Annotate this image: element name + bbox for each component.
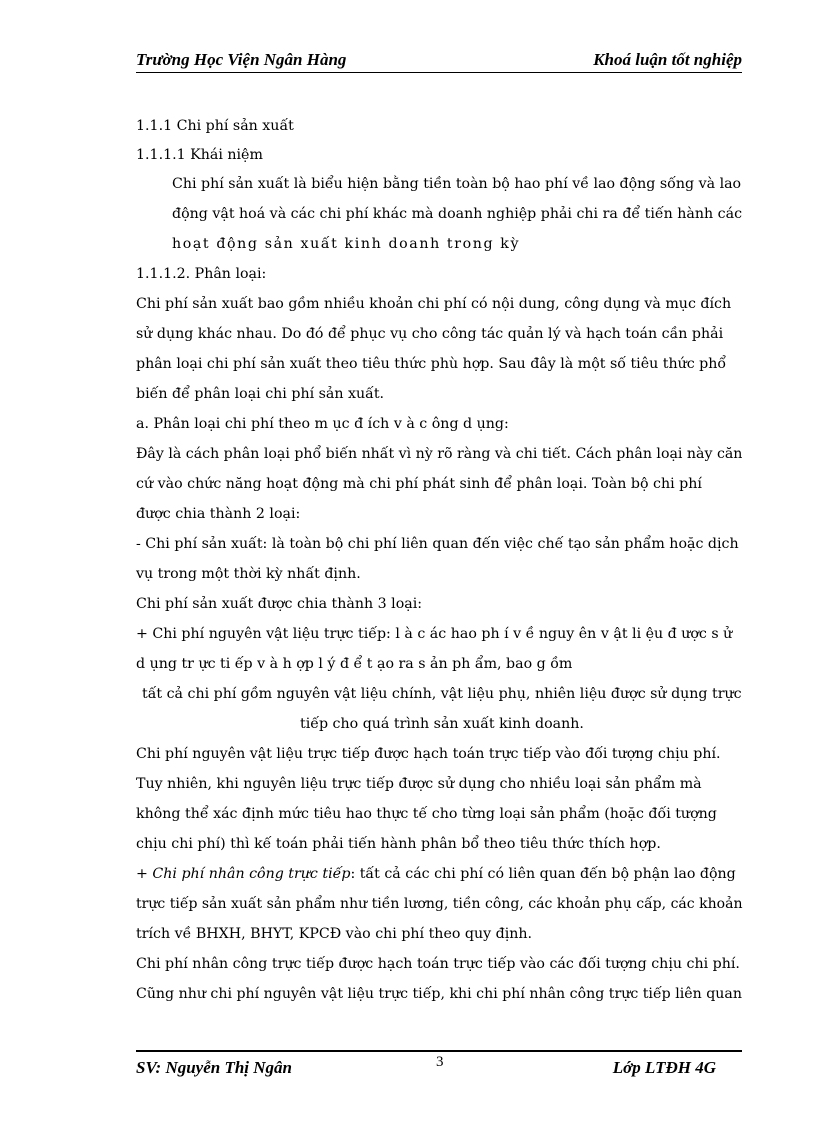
paragraph-line: - Chi phí sản xuất: là toàn bộ chi phí liên quan đến việc chế tạo sản phẩm hoặc dịch: [136, 536, 739, 552]
paragraph-line: biến để phân loại chi phí sản xuất.: [136, 386, 385, 402]
paragraph-line: tất cả chi phí gồm nguyên vật liệu chính, vật liệu phụ, nhiên liệu được sử dụng trực: [142, 686, 742, 702]
subheading-a: a. Phân loại chi phí theo m ục đ ích v à c ông d ụng:: [136, 416, 509, 432]
footer-student: SV: Nguyễn Thị Ngân: [136, 1058, 293, 1077]
paragraph-line: Chi phí sản xuất bao gồm nhiều khoản chi phí có nội dung, công dụng và mục đích: [136, 296, 732, 312]
footer-class: Lớp LTĐH 4G: [612, 1058, 716, 1077]
paragraph-line-labor: [136, 864, 736, 884]
paragraph-line: Chi phí sản xuất là biểu hiện bằng tiền toàn bộ hao phí về lao động sống và lao: [172, 176, 742, 192]
paragraph-line: sử dụng khác nhau. Do đó để phục vụ cho công tác quản lý và hạch toán cần phải: [136, 326, 724, 342]
labor-cost-term: Chi phí nhân công trực tiếp: [152, 866, 351, 882]
heading-1-1-1-1: 1.1.1.1 Khái niệm: [136, 147, 263, 163]
paragraph-line: Chi phí nhân công trực tiếp được hạch toán trực tiếp vào các đối tượng chịu chi phí.: [136, 956, 740, 972]
paragraph-line: hoạt động sản xuất kinh doanh trong kỳ: [172, 236, 521, 252]
paragraph-line: Cũng như chi phí nguyên vật liệu trực tiếp, khi chi phí nhân công trực tiếp liên quan: [136, 986, 742, 1002]
page-footer: [136, 1050, 742, 1082]
bullet-text: +: [136, 866, 153, 882]
labor-cost-definition: : tất cả các chi phí có liên quan đến bộ phận lao động: [350, 866, 736, 882]
paragraph-line: trích về BHXH, BHYT, KPCĐ vào chi phí theo quy định.: [136, 926, 533, 942]
paragraph-line: d ụng tr ực ti ếp v à h ợp l ý đ ể t ạo ra s ản ph ẩm, bao g ồm: [136, 656, 573, 672]
paragraph-line: Chi phí sản xuất được chia thành 3 loại:: [136, 596, 423, 612]
page-number: 3: [436, 1054, 444, 1070]
paragraph-line: chịu chi phí) thì kế toán phải tiến hành phân bổ theo tiêu thức thích hợp.: [136, 836, 661, 852]
paragraph-line: phân loại chi phí sản xuất theo tiêu thức phù hợp. Sau đây là một số tiêu thức phổ: [136, 356, 727, 372]
page-header: [136, 48, 742, 73]
paragraph-line: động vật hoá và các chi phí khác mà doanh nghiệp phải chi ra để tiến hành các: [172, 206, 743, 222]
paragraph-line: được chia thành 2 loại:: [136, 506, 301, 522]
heading-1-1-1-2: 1.1.1.2. Phân loại:: [136, 266, 267, 282]
paragraph-line: vụ trong một thời kỳ nhất định.: [136, 566, 361, 582]
paragraph-line: cứ vào chức năng hoạt động mà chi phí phát sinh để phân loại. Toàn bộ chi phí: [136, 476, 702, 492]
paragraph-line: + Chi phí nguyên vật liệu trực tiếp: l à c ác hao ph í v ề nguy ên v ật li ệu đ ược s ử: [136, 626, 733, 642]
heading-1-1-1: 1.1.1 Chi phí sản xuất: [136, 118, 294, 134]
header-doc-type: Khoá luận tốt nghiệp: [593, 50, 742, 69]
paragraph-line: Chi phí nguyên vật liệu trực tiếp được hạch toán trực tiếp vào đối tượng chịu phí.: [136, 746, 721, 762]
paragraph-line: trực tiếp sản xuất sản phẩm như tiền lương, tiền công, các khoản phụ cấp, các khoản: [136, 896, 743, 912]
paragraph-line: Tuy nhiên, khi nguyên liệu trực tiếp được sử dụng cho nhiều loại sản phẩm mà: [136, 776, 702, 792]
header-school: Trường Học Viện Ngân Hàng: [136, 50, 347, 69]
paragraph-line: Đây là cách phân loại phổ biến nhất vì nỳ rõ ràng và chi tiết. Cách phân loại này căn: [136, 446, 743, 462]
paragraph-line: tiếp cho quá trình sản xuất kinh doanh.: [300, 716, 584, 732]
paragraph-line: không thể xác định mức tiêu hao thực tế cho từng loại sản phẩm (hoặc đối tượng: [136, 806, 717, 822]
